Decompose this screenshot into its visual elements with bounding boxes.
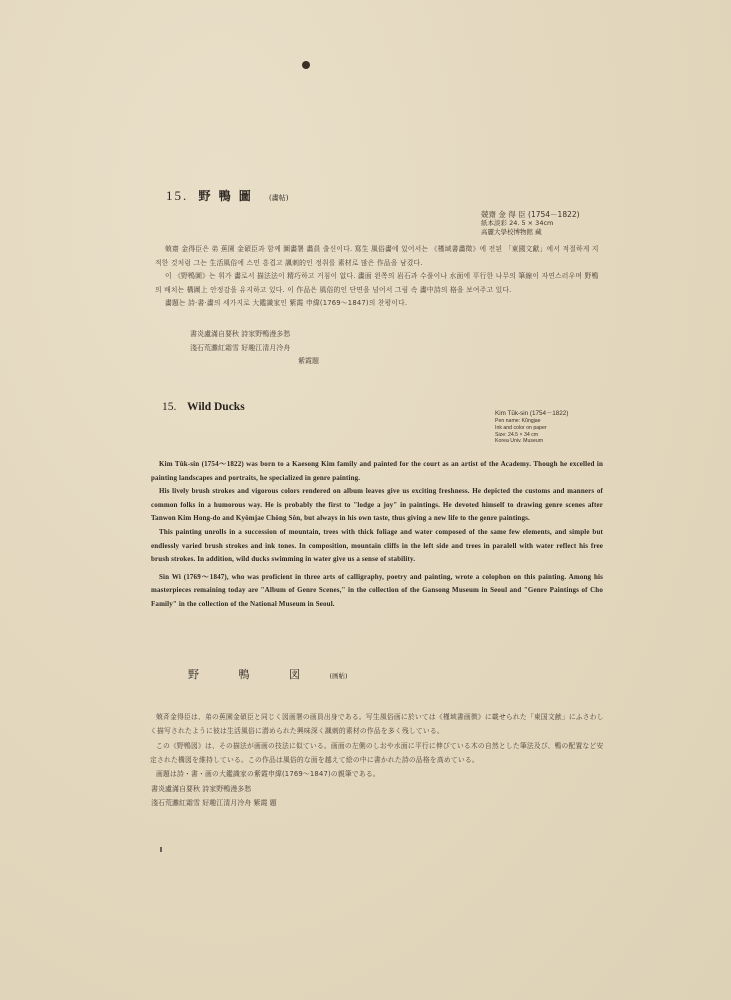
ink-dot-mark — [302, 61, 310, 69]
english-plate-number: 15. — [162, 401, 177, 413]
english-artist: Kim Tŭk-sin (1754－1822) — [495, 410, 569, 417]
korean-subtitle: (畵帖) — [268, 194, 289, 202]
poem-line: 書炎盧滿自要秋 詩家野鴨漫多愁 — [151, 785, 252, 793]
korean-heading — [166, 187, 288, 204]
korean-description — [155, 243, 605, 311]
korean-plate-number: 15. — [166, 188, 189, 203]
japanese-subtitle: (画帖) — [329, 672, 348, 680]
japanese-colophon-poem — [151, 782, 277, 810]
english-paragraph: Sin Wi (1769～1847), who was proficient in three arts of calligraphy, poetry and painting, wrote a colophon on this painting. Among his masterpieces remaining today are "Album of Genre Scenes," in the collection of the Gansong Museum in Seoul and "Genre Paintings of Cho Family" in the collection of the National Museum in Seoul. — [151, 572, 603, 608]
japanese-heading — [188, 666, 348, 682]
english-description — [151, 458, 603, 612]
poem-line: 淺石荒灘紅霜雪 好趣江清月冷舟 — [190, 344, 291, 352]
japanese-paragraph: 兢斉金得臣は、弟の蕉園金碩臣と同じく図画署の画員出身である。写生風俗画に於いては《槿域書画徴》に載せられた「東国文献」にふさわしく描写されたように彼は生活風俗に潜められた興味深く諷刺的素材の作品を多く残している。 — [150, 713, 604, 736]
korean-medium-size: 紙本淡彩 24. 5 × 34cm — [481, 219, 554, 227]
poem-line: 書炎盧滿自要秋 詩家野鴨漫多愁 — [190, 330, 291, 338]
korean-paragraph: 畵題는 詩·書·畵의 세가지로 大鑑識家인 紫霞 申緯(1769～1847)의 찬평이다. — [165, 299, 408, 307]
japanese-description — [150, 710, 605, 781]
english-heading — [162, 401, 245, 413]
english-collection: Korea Univ. Museum — [495, 438, 544, 445]
english-artwork-meta — [495, 410, 568, 445]
english-paragraph: This painting unrolls in a succession of mountain, trees with thick foliage and water composed of the same few elements, and simple but endlessly varied brush strokes and ink tones. In composition, mountain cliffs in the left side and trees in paralell with water reflect his free brush strokes. In addition, wild ducks swimming in water give us a sense of stability. — [151, 527, 603, 564]
english-size: Size: 24.5 × 34 cm — [495, 431, 539, 438]
korean-paragraph: 兢齋 金得臣은 弟 蕉園 金碩臣과 함께 圖畵署 畵員 출신이다. 寫生 風俗畵에 있어서는 《槿域書畵徵》에 전된 「東國文獻」에서 적절하게 지적한 것처럼 그는 生活風俗에 스민 흥겹고 諷刺的인 정취를 素材로 많은 作品을 남겼다. — [155, 245, 599, 267]
ink-speck-mark — [160, 847, 162, 852]
korean-signature: 紫霞題 — [298, 357, 319, 365]
english-paragraph: His lively brush strokes and vigorous colors rendered on album leaves give us exciting freshness. He depicted the customs and manners of common folks in a humorous way. He is probably the first to "lodge a joy" in paintings. He devoted himself to drawing genre scenes after Tanwon Kim Hong-do and Kyŏmjae Chŏng Sŏn, but always in his own taste, thus giving a new life to the genre paintings. — [151, 487, 603, 523]
english-title: Wild Ducks — [187, 401, 245, 413]
korean-artist: 兢齋 金 得 臣 (1754－1822) — [481, 210, 580, 219]
korean-colophon-poem — [190, 327, 290, 355]
korean-artwork-meta — [481, 210, 580, 237]
english-pen-name: Pen name: Kŭngjae — [495, 418, 541, 424]
japanese-title: 野 鴨 図 — [188, 668, 318, 681]
korean-paragraph: 이 《野鴨圖》는 휘가 畵로서 描法法이 精巧하고 거침이 없다. 畵面 왼쪽의 岩石과 수풀이나 水面에 平行한 나무의 筆線이 자연스러우며 野鴨의 배치는 構圖上 안정감을 유지하고 있다. 이 作品은 風俗的인 단면을 넘어서 그림 속 畵中詩의 格을 보여주고 있다. — [155, 272, 599, 294]
english-medium: Ink and color on paper — [495, 424, 547, 431]
english-paragraph: Kim Tŭk-sin (1754～1822) was born to a Kaesong Kim family and painted for the court as an artist of the Academy. Though he excelled in painting landscapes and portraits, he specialized in genre painting. — [151, 460, 603, 482]
korean-title: 野 鴨 圖 — [198, 189, 253, 203]
korean-collection: 高麗大學校博物館 藏 — [481, 228, 542, 236]
japanese-paragraph: この《野鴨図》は、その描法が画画の技法に似ている。画面の左側のしおや水面に平行に伸びている木の自然とした筆法及び、鴨の配置など安定された構図を維持している。この作品は風俗的な面を越えて絵の中に書かれた詩の品格を高めている。 — [150, 741, 604, 764]
japanese-paragraph: 画題は詩・書・画の大鑑識家の紫霞申緯(1769～1847)の親筆である。 — [156, 770, 380, 779]
poem-line: 淺石荒灘紅霜雪 好趣江清月冷舟 紫霞 題 — [151, 799, 277, 807]
